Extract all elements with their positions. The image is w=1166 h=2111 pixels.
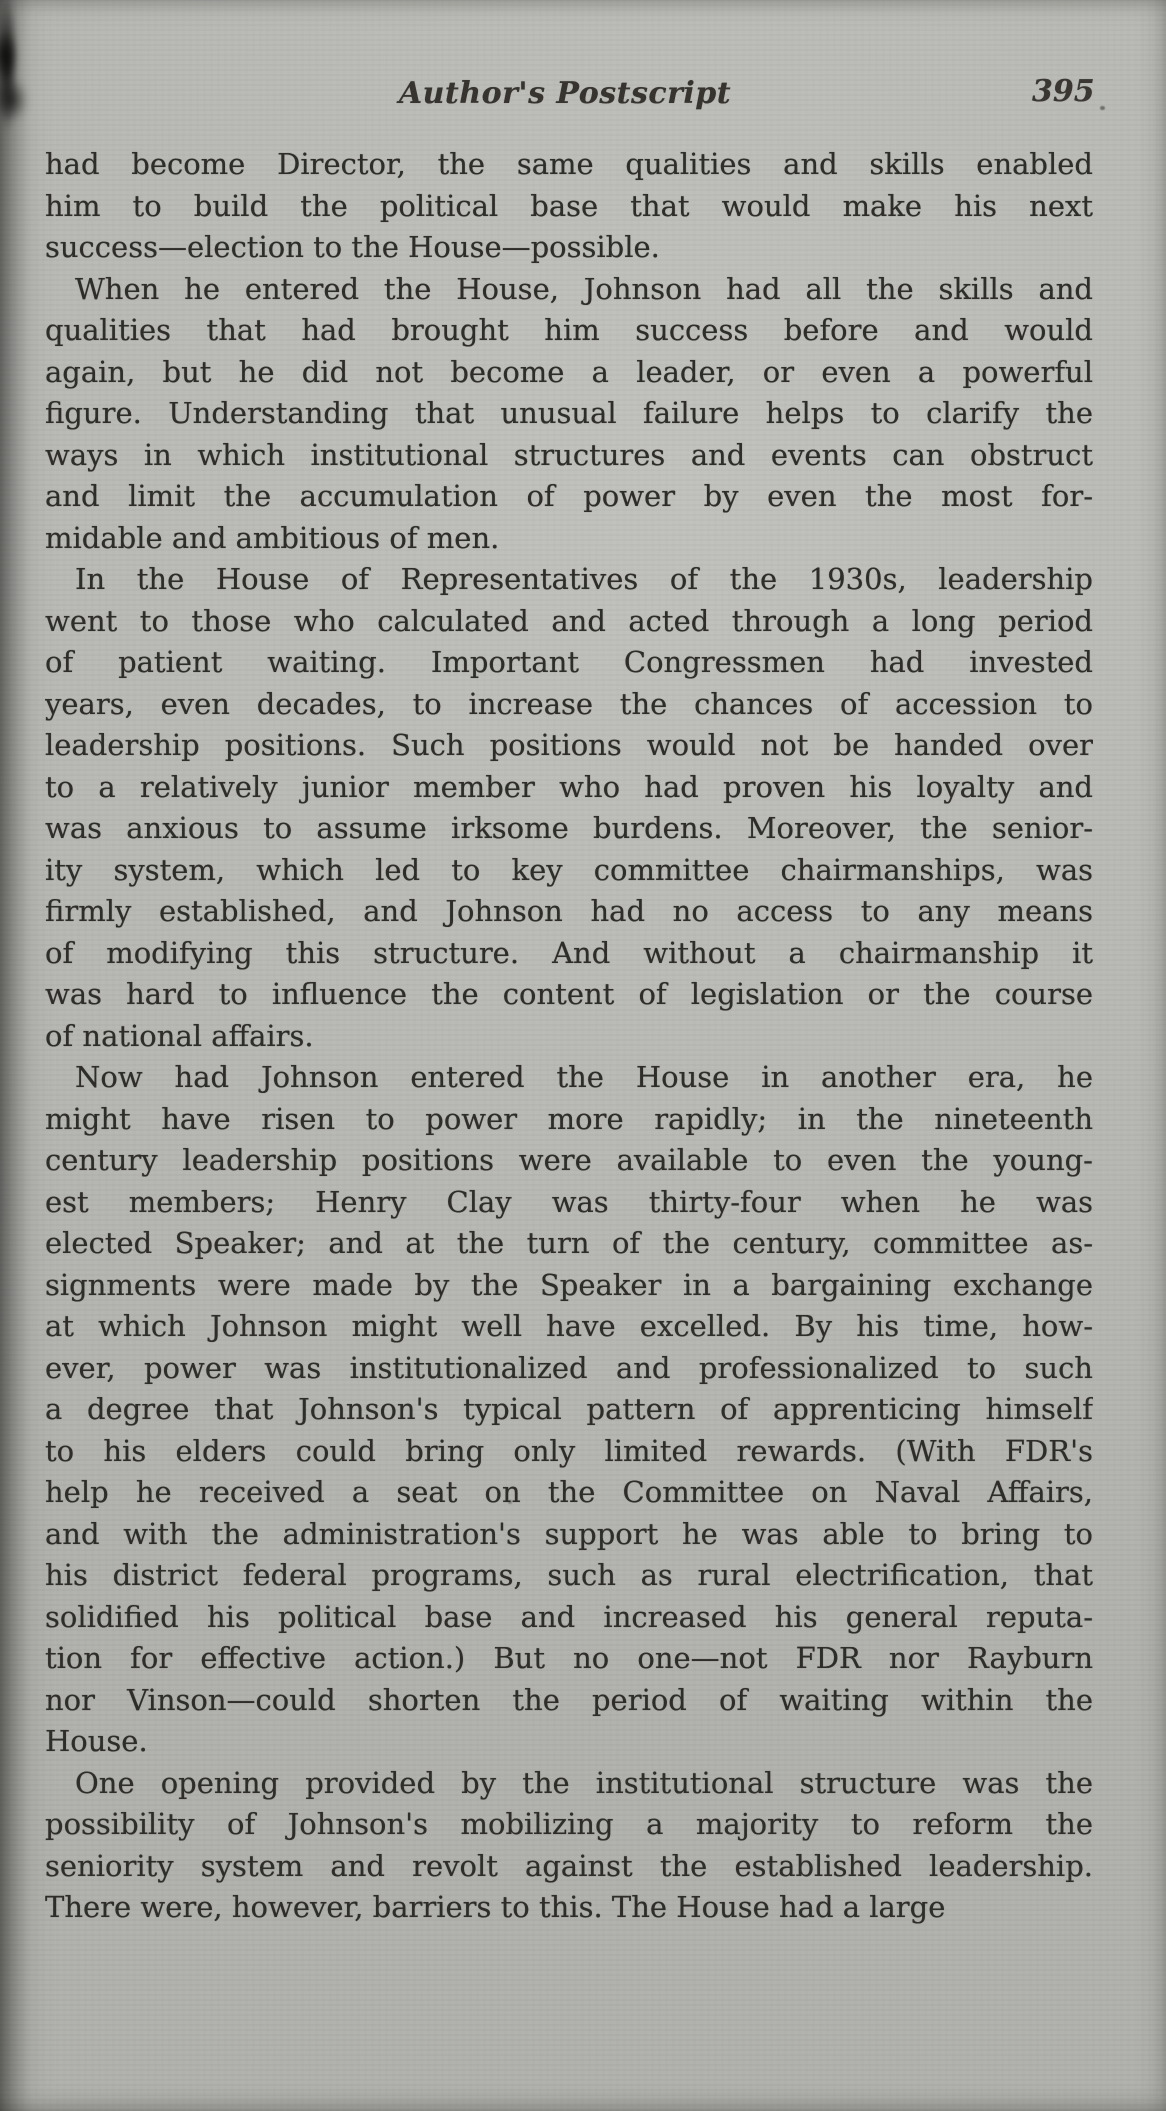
text-line: again, but he did not become a leader, or even a powerful (45, 354, 1093, 389)
text-line: was hard to influence the content of legislation or the course (45, 977, 1093, 1011)
text-line: had become Director, the same qualities and skills enabled (45, 147, 1093, 181)
text-line: success—election to the House—possible. (45, 230, 660, 264)
text-line: seniority system and revolt against the established leadership. (45, 1848, 1093, 1883)
text-line: and limit the accumulation of power by even the most for- (45, 479, 1093, 513)
text-line: was anxious to assume irksome burdens. Moreover, the senior- (45, 811, 1093, 845)
text-line: of modifying this structure. And without a chairmanship it (45, 935, 1093, 970)
text-line: solidified his political base and increased his general reputa- (45, 1599, 1093, 1634)
text-line: and with the administration's support he was able to bring to (45, 1516, 1093, 1551)
text-line: Now had Johnson entered the House in another era, he (75, 1060, 1093, 1094)
text-line: might have risen to power more rapidly; in the nineteenth (45, 1101, 1093, 1136)
text-line: a degree that Johnson's typical pattern of apprenticing himself (45, 1392, 1093, 1426)
text-line: help he received a seat on the Committee on Naval Affairs, (45, 1475, 1093, 1509)
text-line: to his elders could bring only limited rewards. (With FDR's (45, 1433, 1093, 1468)
text-line: possibility of Johnson's mobilizing a majority to reform the (45, 1807, 1093, 1841)
text-line: elected Speaker; and at the turn of the century, committee as- (45, 1226, 1093, 1260)
text-line: In the House of Representatives of the 1930s, leadership (75, 562, 1093, 596)
text-line: There were, however, barriers to this. The House had a large (45, 1890, 946, 1924)
text-line: figure. Understanding that unusual failure helps to clarify the (45, 396, 1093, 430)
page-body (45, 144, 1093, 1929)
text-line: century leadership positions were available to even the young- (45, 1143, 1093, 1177)
text-line: at which Johnson might well have excelled. By his time, how- (45, 1309, 1093, 1343)
page-number: 395 (1032, 74, 1095, 109)
text-line: signments were made by the Speaker in a bargaining exchange (45, 1267, 1093, 1302)
text-line: When he entered the House, Johnson had all the skills and (75, 271, 1093, 306)
text-line: est members; Henry Clay was thirty-four when he was (45, 1184, 1093, 1219)
text-line: House. (45, 1724, 148, 1758)
text-line: him to build the political base that would make his next (45, 188, 1093, 223)
text-line: went to those who calculated and acted through a long period (45, 603, 1093, 638)
text-line: ways in which institutional structures and events can obstruct (45, 437, 1093, 472)
text-line: of patient waiting. Important Congressmen had invested (45, 645, 1093, 679)
text-line: ever, power was institutionalized and professionalized to such (45, 1350, 1093, 1385)
running-header: Author's Postscript (398, 76, 732, 111)
binding-shadow-blob (0, 30, 18, 80)
text-line: midable and ambitious of men. (45, 520, 500, 555)
text-line: tion for effective action.) But no one—not FDR nor Rayburn (45, 1641, 1093, 1675)
text-line: years, even decades, to increase the chances of accession to (45, 686, 1093, 721)
binding-gutter-shadow (0, 0, 30, 2111)
text-line: nor Vinson—could shorten the period of waiting within the (45, 1682, 1093, 1717)
text-line: ity system, which led to key committee chairmanships, was (45, 852, 1093, 887)
text-line: to a relatively junior member who had proven his loyalty and (45, 769, 1093, 804)
text-line: firmly established, and Johnson had no access to any means (45, 894, 1093, 928)
text-line: One opening provided by the institutional structure was the (75, 1765, 1093, 1800)
text-line: qualities that had brought him success before and would (45, 313, 1093, 347)
text-line: of national affairs. (45, 1018, 314, 1053)
text-line: leadership positions. Such positions would not be handed over (45, 728, 1093, 762)
text-line: his district federal programs, such as rural electrification, that (45, 1558, 1093, 1592)
